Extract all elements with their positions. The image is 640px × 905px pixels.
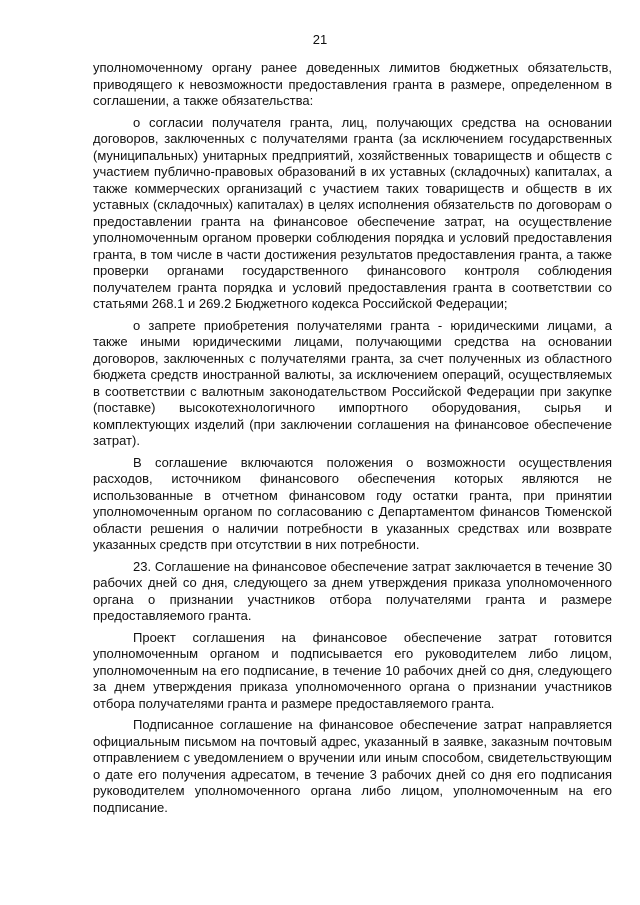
paragraph-consent-to-audit: о согласии получателя гранта, лиц, получающих средства на основании договоров, заключенных с получателями гранта (за исключением государственных (муниципальных) унитарных предприятий, хозяйственных товариществ и обществ с участием публично-правовых образований в их уставных (складочных) капиталах, а также коммерческих организаций с участием таких товариществ и обществ в их уставных (складочных) капиталах) в целях исполнения обязательств по договорам о предоставлении гранта на финансовое обеспечение затрат, на осуществление уполномоченным органом проверки соблюдения порядка и условий предоставления гранта, в том числе в части достижения результатов предоставления гранта, а также проверки органами государственного финансового контроля соблюдения получателем гранта порядка и условий предоставления гранта в соответствии со статьями 268.1 и 269.2 Бюджетного кодекса Российской Федерации; bbox=[93, 114, 612, 311]
page-number: 21 bbox=[312, 32, 328, 47]
paragraph-clause-23: 23. Соглашение на финансовое обеспечение затрат заключается в течение 30 рабочих дней со дня, следующего за днем утверждения приказа уполномоченного органа о признании участников отбора получателями гранта и размере предоставляемого гранта. bbox=[93, 558, 612, 623]
document-body bbox=[93, 60, 612, 821]
paragraph-continuation: уполномоченному органу ранее доведенных лимитов бюджетных обязательств, приводящего к невозможности предоставления гранта в размере, определенном в соглашении, а также обязательства: bbox=[93, 60, 612, 108]
paragraph-currency-prohibition: о запрете приобретения получателями гранта - юридическими лицами, а также иными юридическими лицами, получающими средства на основании договоров, заключенных с получателями гранта, за счет полученных из областного бюджета средств иностранной валюты, за исключением операций, осуществляемых в соответствии с валютным законодательством Российской Федерации при закупке (поставке) высокотехнологичного импортного оборудования, сырья и комплектующих изделий (при заключении соглашения на финансовое обеспечение затрат). bbox=[93, 317, 612, 448]
paragraph-signed-agreement: Подписанное соглашение на финансовое обеспечение затрат направляется официальным письмом на почтовый адрес, указанный в заявке, заказным почтовым отправлением с уведомлением о вручении или иным способом, свидетельствующим о дате его получения адресатом, в течение 3 рабочих дней со дня его подписания руководителем уполномоченного органа либо лицом, уполномоченным на его подписание. bbox=[93, 717, 612, 815]
paragraph-draft-agreement: Проект соглашения на финансовое обеспечение затрат готовится уполномоченным органом и подписывается его руководителем либо лицом, уполномоченным на его подписание, в течение 10 рабочих дней со дня, следующего за днем утверждения приказа уполномоченного органа о признании участников отбора получателями гранта и размере предоставляемого гранта. bbox=[93, 629, 612, 711]
paragraph-unused-balance: В соглашение включаются положения о возможности осуществления расходов, источником финансового обеспечения которых являются не использованные в отчетном финансовом году остатки гранта, при принятии уполномоченным органом по согласованию с Департаментом финансов Тюменской области решения о наличии потребности в указанных средствах или возврате указанных средств при отсутствии в них потребности. bbox=[93, 454, 612, 552]
